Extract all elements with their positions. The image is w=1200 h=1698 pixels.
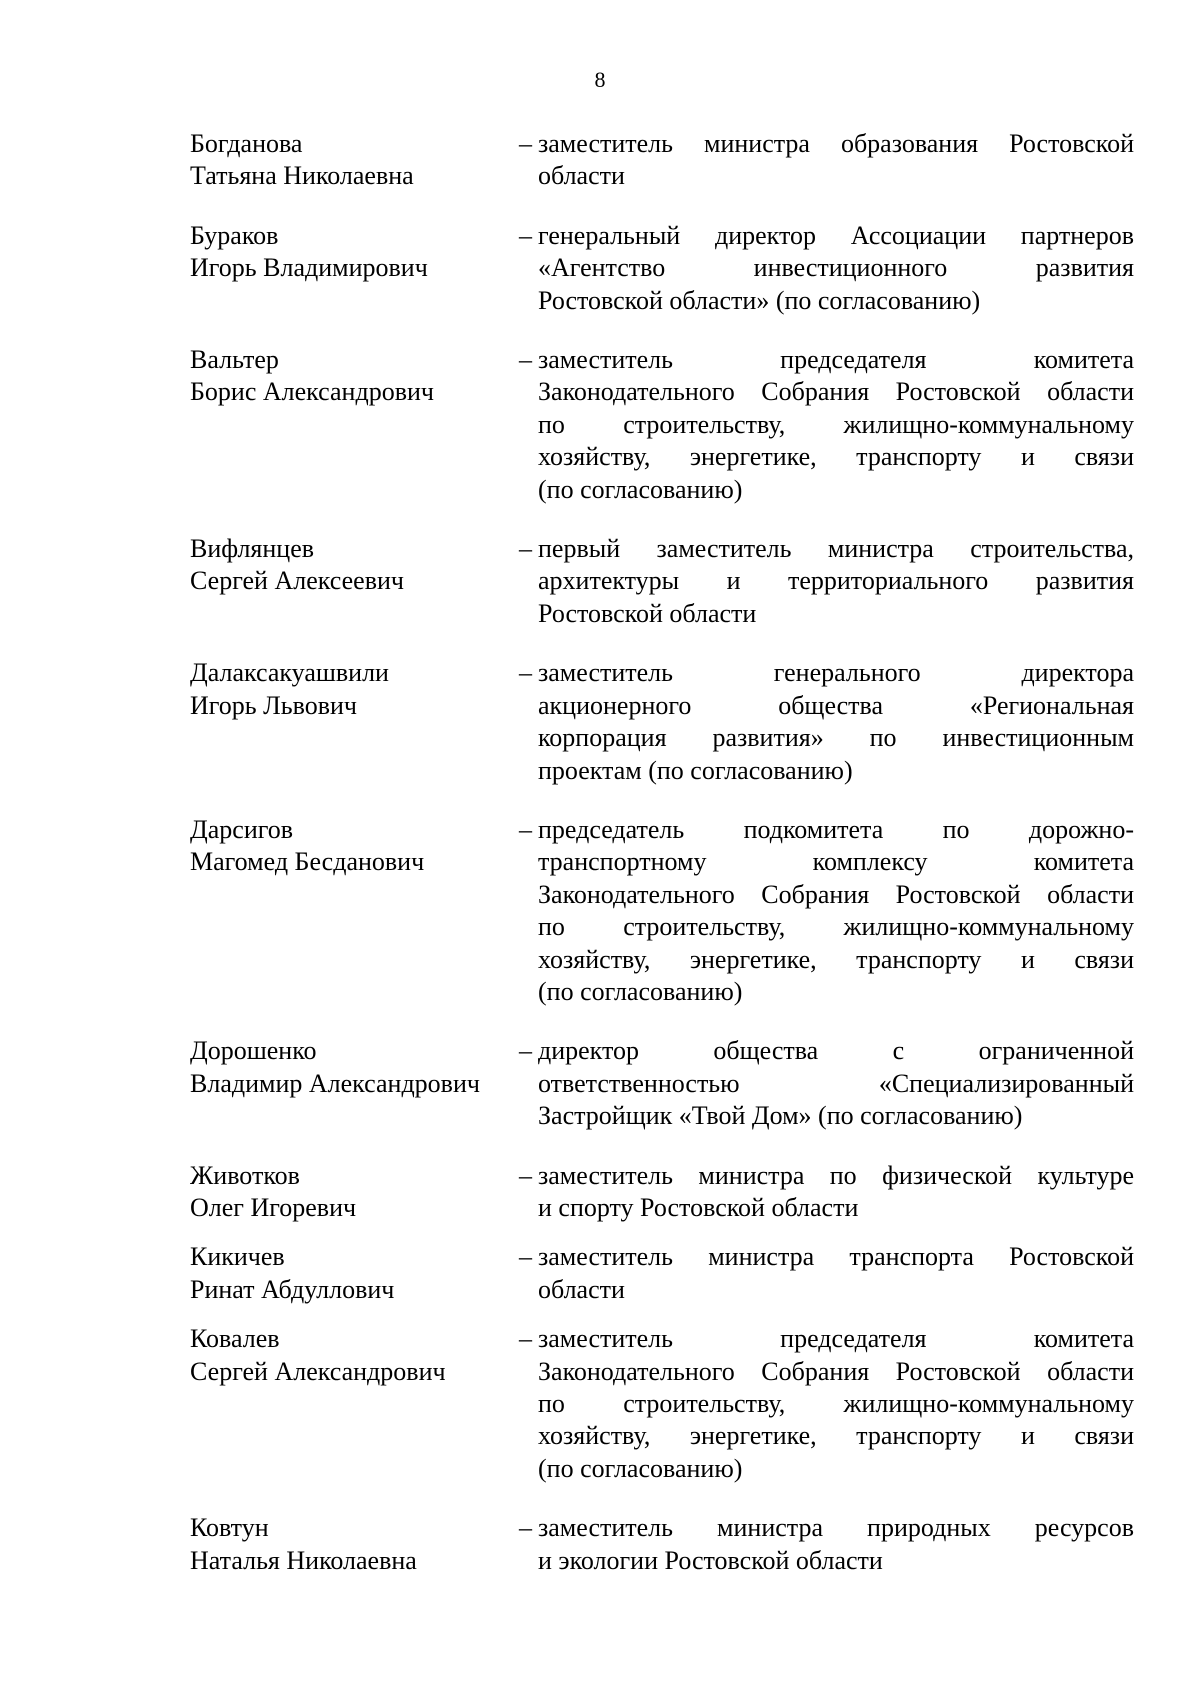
member-name [190, 1035, 519, 1100]
position-line: (по согласованию) [538, 474, 743, 504]
member-name [190, 1323, 519, 1388]
dash-separator: – [519, 1036, 532, 1066]
member-given-names: Магомед Бесданович [190, 847, 425, 877]
dash-separator: – [519, 1513, 532, 1543]
list-item [190, 1035, 1146, 1132]
member-position [538, 1323, 1134, 1485]
position-line: заместитель председателя комитета [538, 345, 1134, 375]
member-position [538, 220, 1134, 317]
position-line: акционерного общества «Региональная [538, 690, 1134, 720]
position-line: заместитель министра по физической культуре [538, 1160, 1134, 1190]
member-given-names: Борис Александрович [190, 377, 434, 407]
position-line: Ростовской области» (по согласованию) [538, 285, 981, 315]
position-line: и экологии Ростовской области [538, 1545, 883, 1575]
member-surname: Дорошенко [190, 1036, 317, 1066]
dash-separator: – [519, 1324, 532, 1354]
member-name [190, 1512, 519, 1577]
position-line: по строительству, жилищно-коммунальному [538, 409, 1134, 439]
dash-separator: – [519, 814, 532, 844]
list-item [190, 1241, 1146, 1306]
position-line: и спорту Ростовской области [538, 1192, 859, 1222]
member-name [190, 220, 519, 285]
member-surname: Богданова [190, 129, 303, 158]
dash-separator: – [519, 129, 532, 158]
member-surname: Дарсигов [190, 814, 294, 844]
member-given-names: Сергей Алексеевич [190, 566, 404, 596]
position-line: Ростовской области [538, 598, 757, 628]
dash-separator: – [519, 1242, 532, 1272]
member-name [190, 533, 519, 598]
member-position [538, 814, 1134, 1008]
member-given-names: Наталья Николаевна [190, 1545, 417, 1575]
member-position [538, 344, 1134, 506]
member-list [190, 128, 1146, 1577]
position-line: архитектуры и территориального развития [538, 566, 1134, 596]
member-position [538, 657, 1134, 787]
member-name [190, 657, 519, 722]
position-line: директор общества с ограниченной [538, 1036, 1134, 1066]
member-surname: Вальтер [190, 345, 279, 375]
position-line: транспортному комплексу комитета [538, 847, 1134, 877]
position-line: хозяйству, энергетике, транспорту и связи [538, 944, 1134, 974]
list-item [190, 220, 1146, 317]
member-name [190, 128, 519, 193]
position-line: заместитель генерального директора [538, 658, 1134, 688]
dash-separator: – [519, 220, 532, 250]
position-line: по строительству, жилищно-коммунальному [538, 1389, 1134, 1418]
list-item [190, 1512, 1146, 1577]
position-line: по строительству, жилищно-коммунальному [538, 912, 1134, 942]
list-item [190, 344, 1146, 506]
member-given-names: Сергей Александрович [190, 1356, 446, 1386]
member-given-names: Олег Игоревич [190, 1192, 357, 1222]
position-line: области [538, 1274, 625, 1304]
list-item [190, 1323, 1146, 1485]
member-given-names: Владимир Александрович [190, 1068, 480, 1098]
member-name [190, 814, 519, 879]
position-line: корпорация развития» по инвестиционным [538, 723, 1134, 753]
member-given-names: Игорь Львович [190, 690, 358, 720]
position-line: генеральный директор Ассоциации партнеров [538, 220, 1134, 250]
position-line: первый заместитель министра строительства, [538, 534, 1134, 564]
position-line: хозяйству, энергетике, транспорту и связи [538, 1421, 1134, 1451]
position-line: заместитель председателя комитета [538, 1324, 1134, 1354]
position-line: «Агентство инвестиционного развития [538, 253, 1134, 283]
member-name [190, 1241, 519, 1306]
position-line: области [538, 161, 625, 191]
dash-separator: – [519, 534, 532, 564]
member-surname: Кикичев [190, 1242, 285, 1272]
position-line: заместитель министра природных ресурсов [538, 1513, 1134, 1543]
position-line: Застройщик «Твой Дом» (по согласованию) [538, 1101, 1023, 1131]
member-position [538, 1035, 1134, 1132]
position-line: (по согласованию) [538, 976, 743, 1006]
position-line: председатель подкомитета по дорожно- [538, 814, 1134, 844]
member-position [538, 1512, 1134, 1577]
member-given-names: Игорь Владимирович [190, 253, 428, 283]
list-item [190, 128, 1146, 193]
position-line: проектам (по согласованию) [538, 755, 853, 785]
member-surname: Вифлянцев [190, 534, 315, 564]
member-surname: Бураков [190, 220, 279, 250]
dash-separator: – [519, 345, 532, 375]
member-given-names: Ринат Абдуллович [190, 1274, 395, 1304]
dash-separator: – [519, 1160, 532, 1190]
dash-separator: – [519, 658, 532, 688]
member-position [538, 1160, 1134, 1225]
member-surname: Ковтун [190, 1513, 269, 1543]
position-line: ответственностью «Специализированный [538, 1068, 1134, 1098]
list-item [190, 533, 1146, 630]
member-name [190, 344, 519, 409]
position-line: заместитель министра образования Ростовской [538, 129, 1134, 158]
member-surname: Ковалев [190, 1324, 280, 1354]
member-position [538, 533, 1134, 630]
list-item [190, 814, 1146, 1008]
member-surname: Животков [190, 1160, 300, 1190]
position-line: (по согласованию) [538, 1453, 743, 1483]
member-position [538, 128, 1134, 193]
member-given-names: Татьяна Николаевна [190, 161, 414, 191]
member-name [190, 1160, 519, 1225]
position-line: Законодательного Собрания Ростовской области [538, 1356, 1134, 1386]
page-number: 8 [594, 67, 606, 92]
list-item [190, 1160, 1146, 1225]
list-item [190, 657, 1146, 787]
position-line: хозяйству, энергетике, транспорту и связи [538, 442, 1134, 472]
member-position [538, 1241, 1134, 1306]
position-line: заместитель министра транспорта Ростовской [538, 1242, 1134, 1272]
position-line: Законодательного Собрания Ростовской области [538, 879, 1134, 909]
member-surname: Далаксакуашвили [190, 658, 389, 688]
position-line: Законодательного Собрания Ростовской области [538, 377, 1134, 407]
